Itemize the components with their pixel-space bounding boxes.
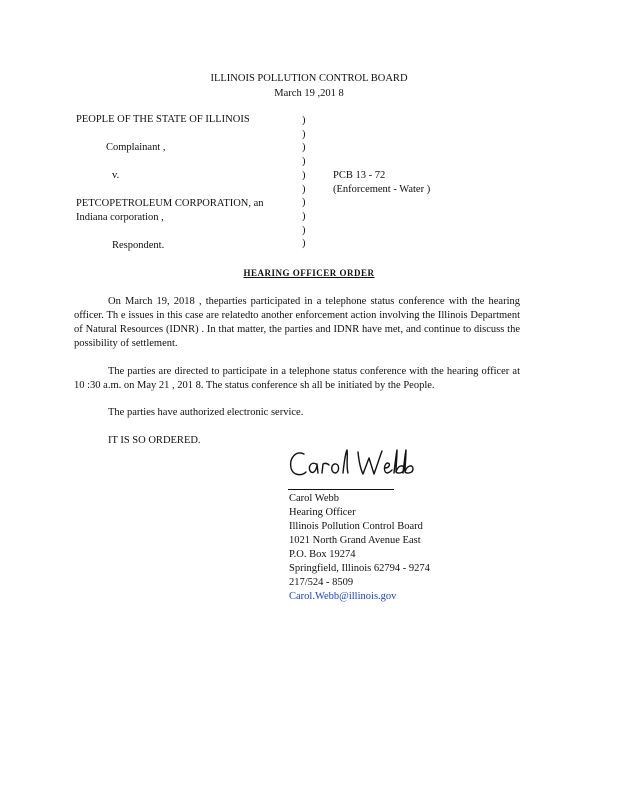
case-type: (Enforcement - Water ) [333, 184, 431, 195]
signer-organization: Illinois Pollution Control Board [289, 521, 423, 532]
caption-parentheses: ) ) ) ) ) ) ) ) ) ) [302, 115, 306, 250]
paragraph-2: The parties are directed to participate in a telephone status conference with the hearing officer at 10 :30 a.m. on May 21 , 201 8. The status conference sh all be initiated by the People. [74, 366, 520, 391]
signer-name: Carol Webb [289, 493, 339, 504]
address-line-1: 1021 North Grand Avenue East [289, 535, 421, 546]
handwritten-signature [286, 444, 416, 484]
signer-email-link[interactable]: Carol.Webb@illinois.gov [289, 591, 397, 602]
respondent-label: Respondent. [112, 240, 165, 251]
complainant-label: Complainant , [106, 142, 166, 153]
address-line-3: Springfield, Illinois 62794 - 9274 [289, 563, 430, 574]
plaintiff-name: PEOPLE OF THE STATE OF ILLINOIS [76, 114, 250, 125]
defendant-line-2: Indiana corporation , [76, 212, 164, 223]
signature-block [289, 492, 430, 604]
paragraph-4: IT IS SO ORDERED. [108, 435, 201, 446]
versus-label: v. [112, 170, 120, 181]
case-number: PCB 13 - 72 [333, 170, 386, 181]
document-date: March 19 ,201 8 [274, 88, 344, 99]
agency-title: ILLINOIS POLLUTION CONTROL BOARD [210, 73, 408, 84]
paragraph-3: The parties have authorized electronic service. [108, 407, 304, 418]
order-heading [0, 268, 618, 278]
paragraph-1: On March 19, 2018 , theparties participated in a telephone status conference with the hearing officer. Th e issues in this case are relatedto another enforcement action involving the Illinois Department of Natural Resources (IDNR) . In that matter, the parties and IDNR have met, and continue to discuss the possibility of settlement. [74, 296, 520, 349]
defendant-line-1: PETCOPETROLEUM CORPORATION, an [76, 198, 264, 209]
signature-line [288, 489, 394, 490]
signer-title: Hearing Officer [289, 507, 356, 518]
signer-phone: 217/524 - 8509 [289, 577, 354, 588]
address-line-2: P.O. Box 19274 [289, 549, 356, 560]
order-title: HEARING OFFICER ORDER [243, 268, 375, 278]
